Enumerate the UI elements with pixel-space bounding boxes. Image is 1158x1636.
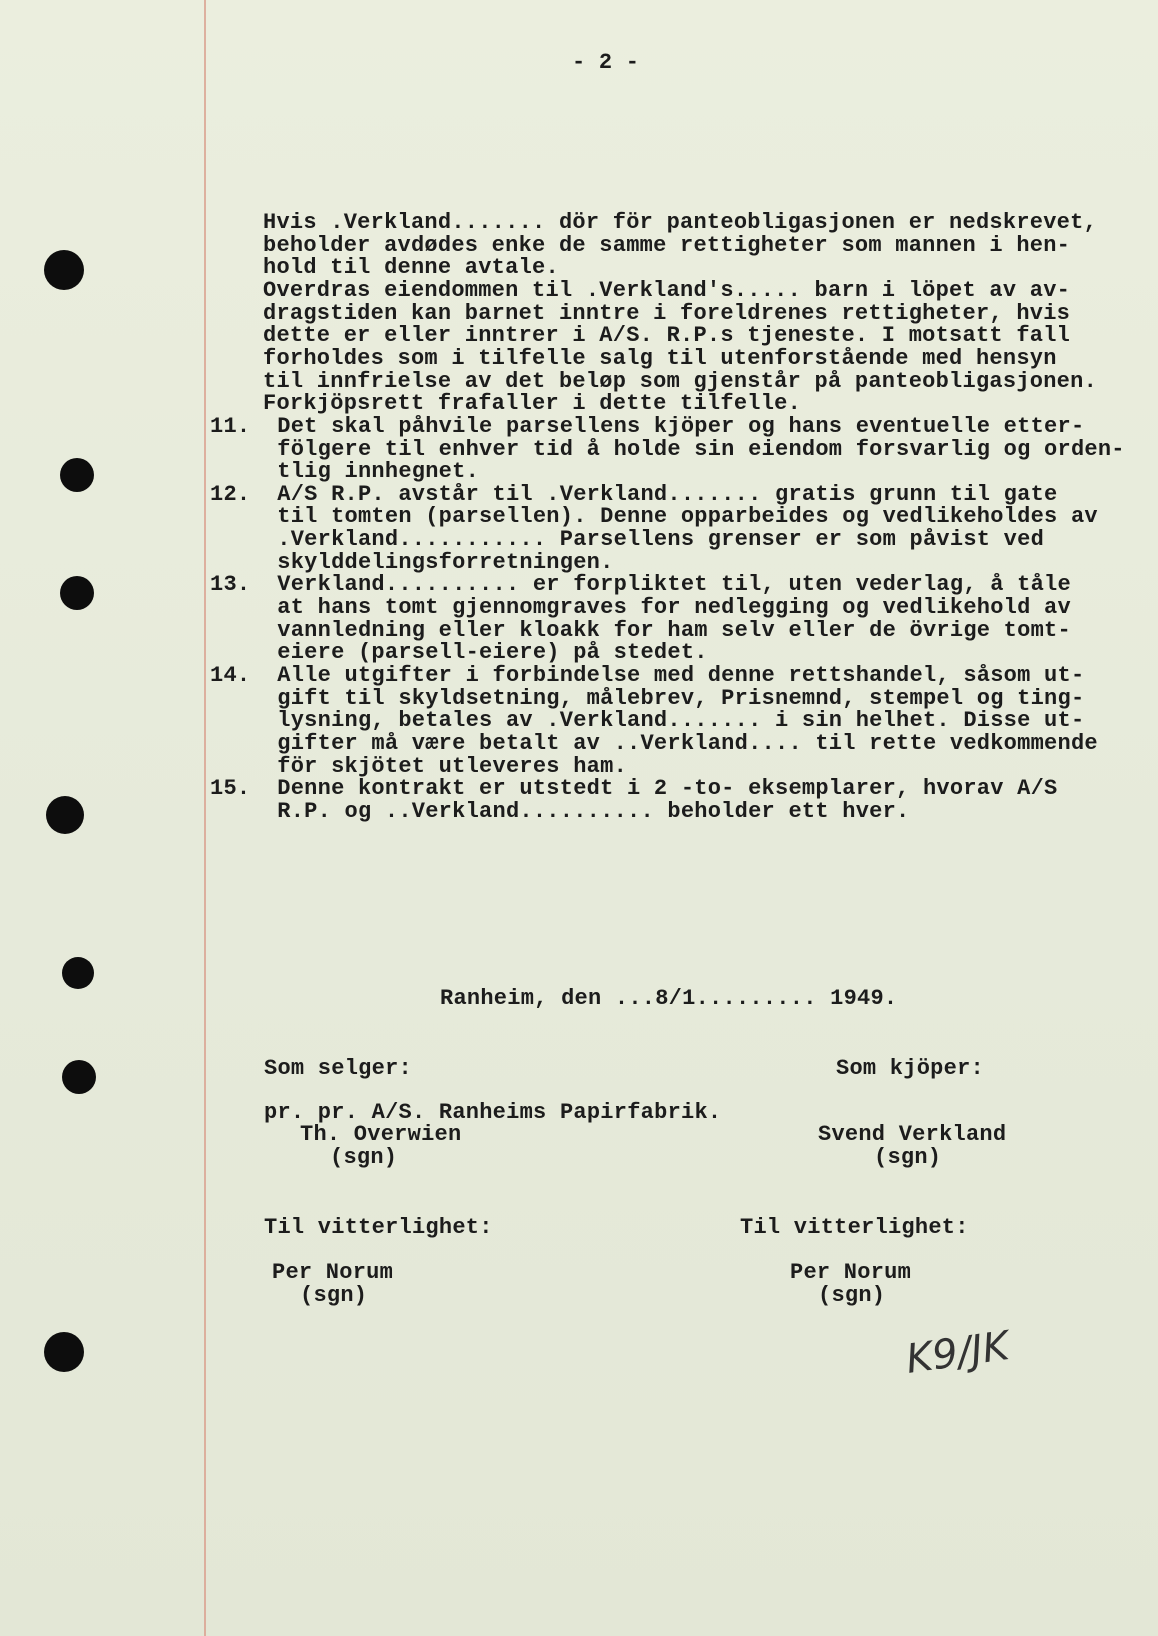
buyer-witness-heading: Til vitterlighet:: [740, 1215, 969, 1240]
body-line: gifter må være betalt av ..Verkland.... til rette vedkommende: [210, 730, 1098, 756]
body-line: eiere (parsell-eiere) på stedet.: [210, 640, 708, 666]
body-line: gift til skyldsetning, målebrev, Prisnemnd, stempel og ting-: [210, 685, 1085, 711]
seller-witness-heading: Til vitterlighet:: [264, 1215, 493, 1240]
seller-sgn: (sgn): [330, 1145, 398, 1170]
body-line: forholdes som i tilfelle salg til utenforstående med hensyn: [263, 345, 1057, 371]
body-line: hold til denne avtale.: [263, 255, 559, 281]
body-line: Forkjöpsrett frafaller i dette tilfelle.: [263, 391, 802, 417]
punch-hole: [60, 576, 94, 610]
seller-company: pr. pr. A/S. Ranheims Papirfabrik.: [264, 1100, 722, 1125]
body-line: vannledning eller kloakk for ham selv eller de övrige tomt-: [210, 617, 1071, 643]
handwritten-initials: K9/JK: [903, 1323, 1012, 1383]
body-line: dette er eller inntrer i A/S. R.P.s tjeneste. I motsatt fall: [263, 323, 1071, 349]
buyer-name: Svend Verkland: [818, 1122, 1007, 1147]
buyer-witness-sgn: (sgn): [818, 1283, 886, 1308]
buyer-sgn: (sgn): [874, 1145, 942, 1170]
punch-hole: [62, 1060, 96, 1094]
body-line: för skjötet utleveres ham.: [210, 753, 628, 779]
buyer-heading: Som kjöper:: [836, 1056, 984, 1081]
body-line: lysning, betales av .Verkland....... i sin helhet. Disse ut-: [210, 708, 1085, 734]
body-line: 12. A/S R.P. avstår til .Verkland....... gratis grunn til gate: [210, 481, 1058, 507]
punch-hole: [44, 1332, 84, 1372]
seller-witness-sgn: (sgn): [300, 1283, 368, 1308]
body-line: R.P. og ..Verkland.......... beholder ett hver.: [210, 798, 910, 824]
punch-hole: [60, 458, 94, 492]
body-line: 15. Denne kontrakt er utstedt i 2 -to- eksemplarer, hvorav A/S: [210, 776, 1058, 802]
punch-hole: [62, 957, 94, 989]
page-number: - 2 -: [572, 50, 640, 75]
place-date: Ranheim, den ...8/1......... 1949.: [440, 986, 898, 1011]
body-line: til innfrielse av det beløp som gjenstår på panteobligasjonen.: [263, 368, 1098, 394]
seller-name: Th. Overwien: [300, 1122, 462, 1147]
body-line: 11. Det skal påhvile parsellens kjöper og hans eventuelle etter-: [210, 413, 1085, 439]
body-line: skylddelingsforretningen.: [210, 549, 614, 575]
body-line: tlig innhegnet.: [210, 459, 480, 485]
body-line: Hvis .Verkland....... dör för panteobligasjonen er nedskrevet,: [263, 210, 1098, 235]
body-line: 13. Verkland.......... er forpliktet til, uten vederlag, å tåle: [210, 572, 1071, 598]
seller-witness-name: Per Norum: [272, 1260, 394, 1285]
body-line: beholder avdødes enke de samme rettigheter som mannen i hen-: [263, 232, 1071, 258]
margin-rule: [204, 0, 206, 1636]
seller-heading: Som selger:: [264, 1056, 412, 1081]
buyer-witness-name: Per Norum: [790, 1260, 912, 1285]
punch-hole: [46, 796, 84, 834]
body-line: dragstiden kan barnet inntre i foreldrenes rettigheter, hvis: [263, 300, 1071, 326]
body-line: 14. Alle utgifter i forbindelse med denne rettshandel, såsom ut-: [210, 663, 1085, 688]
body-line: .Verkland........... Parsellens grenser er som påvist ved: [210, 527, 1045, 553]
body-line: fölgere til enhver tid å holde sin eiendom forsvarlig og orden-: [210, 436, 1125, 462]
body-line: Overdras eiendommen til .Verkland's..... barn i löpet av av-: [263, 277, 1071, 303]
body-line: at hans tomt gjennomgraves for nedlegging og vedlikehold av: [210, 595, 1071, 621]
body-line: til tomten (parsellen). Denne opparbeides og vedlikeholdes av: [210, 504, 1098, 530]
